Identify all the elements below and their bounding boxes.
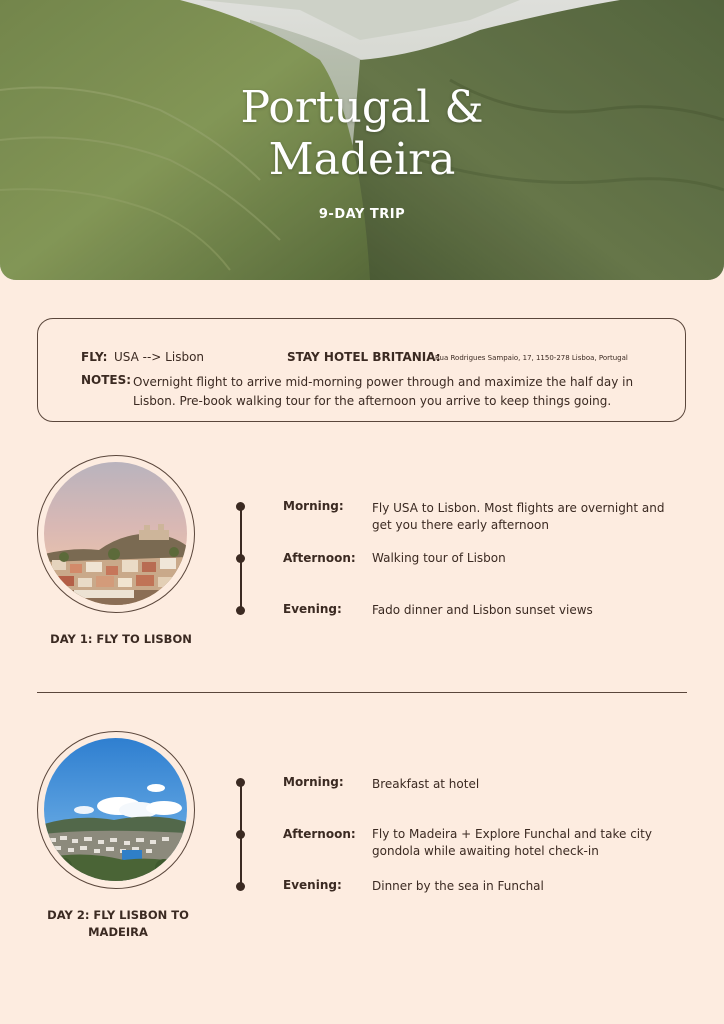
trip-title-line2: Madeira — [268, 134, 456, 185]
day2-photo-frame — [37, 731, 195, 889]
day2-morning-label: Morning: — [283, 775, 344, 789]
hero-banner — [0, 0, 724, 280]
trip-title — [0, 82, 724, 186]
day2-evening-text: Dinner by the sea in Funchal — [372, 879, 544, 893]
day1-morning-label: Morning: — [283, 499, 344, 513]
day2-evening-dot — [236, 882, 245, 891]
day2-label: DAY 2: FLY LISBON TO MADEIRA — [47, 908, 189, 939]
day2-morning-text: Breakfast at hotel — [372, 777, 480, 791]
day1-morning-text: Fly USA to Lisbon. Most flights are overnight and get you there early afternoon — [372, 501, 665, 532]
day1-evening-label: Evening: — [283, 602, 342, 616]
trip-info-box — [37, 318, 686, 422]
day2-evening-label: Evening: — [283, 878, 342, 892]
trip-duration: 9-DAY TRIP — [318, 207, 406, 222]
funchal-city-photo — [44, 738, 187, 881]
fly-label: FLY: — [81, 350, 108, 364]
trip-title-line1: Portugal & — [240, 82, 484, 133]
day1-evening-dot — [236, 606, 245, 615]
notes-text: Overnight flight to arrive mid-morning power through and maximize the half day in Lisbon. Pre-book walking tour for the afternoon you arrive to keep things going. — [133, 375, 634, 408]
day2-afternoon-dot — [236, 830, 245, 839]
day1-morning-dot — [236, 502, 245, 511]
fly-value: USA --> Lisbon — [114, 350, 205, 364]
day1-afternoon-dot — [236, 554, 245, 563]
day2-afternoon-text: Fly to Madeira + Explore Funchal and take city gondola while awaiting hotel check-in — [372, 827, 652, 858]
day1-photo-frame — [37, 455, 195, 613]
section-divider — [37, 692, 687, 693]
stay-label: STAY HOTEL BRITANIA: — [287, 350, 441, 364]
day1-label: DAY 1: FLY TO LISBON — [50, 632, 192, 646]
notes-label: NOTES: — [81, 373, 132, 387]
day2-morning-dot — [236, 778, 245, 787]
day1-photo — [44, 462, 187, 605]
day1-evening-text: Fado dinner and Lisbon sunset views — [372, 603, 593, 617]
day2-afternoon-label: Afternoon: — [283, 827, 356, 841]
day1-afternoon-label: Afternoon: — [283, 551, 356, 565]
day1-afternoon-text: Walking tour of Lisbon — [372, 551, 506, 565]
day2-photo — [44, 738, 187, 881]
lisbon-hillside-photo — [44, 462, 187, 605]
stay-address: Rua Rodrigues Sampaio, 17, 1150-278 Lisboa, Portugal — [435, 354, 628, 362]
